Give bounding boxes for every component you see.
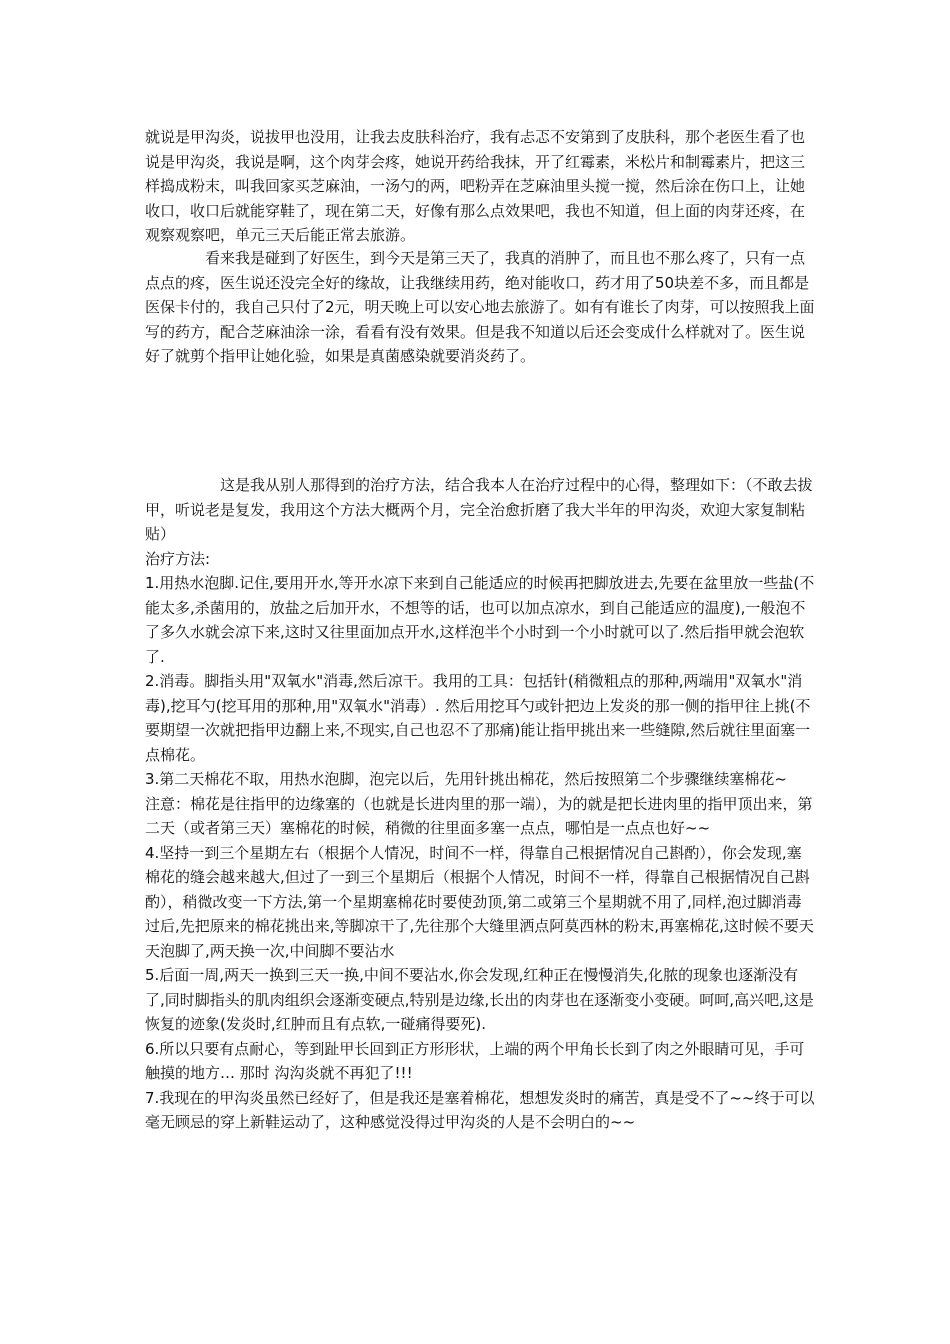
paragraph-1: 就说是甲沟炎，说拔甲也没用，让我去皮肤科治疗，我有忐忑不安第到了皮肤科，那个老医生看了也说是甲沟炎，我说是啊，这个肉芽会疼，她说开药给我抹，开了红霉素，米松片和制霉素片，把这三样捣成粉末，叫我回家买芝麻油，一汤勺的两，吧粉弄在芝麻油里头搅一搅，然后涂在伤口上，让她收口，收口后就能穿鞋了，现在第二天，好像有那么点效果吧，我也不知道，但上面的肉芽还疼，在观察观察吧，单元三天后能正常去旅游。 xyxy=(145,128,806,245)
paragraph-2: 看来我是碰到了好医生，到今天是第三天了，我真的消肿了，而且也不那么疼了，只有一点点点的疼，医生说还没完全好的缘故，让我继续用药，绝对能收口，药才用了50块差不多，而且都是医保卡付的，我自己只付了2元，明天晚上可以安心地去旅游了。如有有谁长了肉芽，可以按照我上面写的药方，配合芝麻油涂一涂，看看有没有效果。但是我不知道以后还会变成什么样就对了。医生说好了就剪个指甲让她化验，如果是真菌感染就要消炎药了。 xyxy=(145,249,815,366)
paragraph-3-treatment-method: 这是我从别人那得到的治疗方法，结合我本人在治疗过程中的心得，整理如下：（不敢去拔甲，听说老是复发，我用这个方法大概两个月，完全治愈折磨了我大半年的甲沟炎，欢迎大家复制粘贴） 治疗方法: 1.用热水泡脚.记住,要用开水,等开水凉下来到自己能适应的时候再把脚放进去,先要在盆里放一些盐(不能太多,杀菌用的，放盐之后加开水，不想等的话，也可以加点凉水，到自己能适应的温度),一般泡不了多久水就会凉下来,这时又往里面加点开水,这样泡半个小时到一个小时就可以了.然后指甲就会泡软了. 2.消毒。脚指头用"双氧水"消毒,然后凉干。我用的工具：包括针(稍微粗点的那种,两端用"双氧水"消毒),挖耳勺(挖耳用的那种,用"双氧水"消毒）. 然后用挖耳勺或针把边上发炎的那一侧的指甲往上挑(不要期望一次就把指甲边翻上来,不现实,自己也忍不了那痛)能让指甲挑出来一些缝隙,然后就往里面塞一点棉花。 3.第二天棉花不取，用热水泡脚，泡完以后，先用针挑出棉花，然后按照第二个步骤继续塞棉花~ 注意：棉花是往指甲的边缘塞的（也就是长进肉里的那一端），为的就是把长进肉里的指甲顶出来，第二天（或者第三天）塞棉花的时候，稍微的往里面多塞一点点，哪怕是一点点也好~~ 4.坚持一到三个星期左右（根据个人情况，时间不一样，得靠自己根据情况自己斟酌），你会发现,塞棉花的缝会越来越大,但过了一到三个星期后（根据个人情况，时间不一样，得靠自己根据情况自己斟酌），稍微改变一下方法,第一个星期塞棉花时要使劲顶,第二或第三个星期就不用了,同样,泡过脚消毒过后,先把原来的棉花挑出来,等脚凉干了,先往那个大缝里洒点阿莫西林的粉末,再塞棉花,这时候不要天天泡脚了,两天换一次,中间脚不要沾水 5.后面一周,两天一换到三天一换,中间不要沾水,你会发现,红种正在慢慢消失,化脓的现象也逐渐没有了,同时脚指头的肌肉组织会逐渐变硬点,特别是边缘,长出的肉芽也在逐渐变小变硬。呵呵,高兴吧,这是恢复的迹象(发炎时,红肿而且有点软,一碰痛得要死). 6.所以只要有点耐心，等到趾甲长回到正方形形状，上端的两个甲角长长到了肉之外眼睛可见，手可触摸的地方… 那时 沟沟炎就不再犯了!!! 7.我现在的甲沟炎虽然已经好了，但是我还是塞着棉花，想想发炎时的痛苦，真是受不了~~终于可以毫无顾忌的穿上新鞋运动了，这种感觉没得过甲沟炎的人是不会明白的~~ xyxy=(145,476,815,1131)
